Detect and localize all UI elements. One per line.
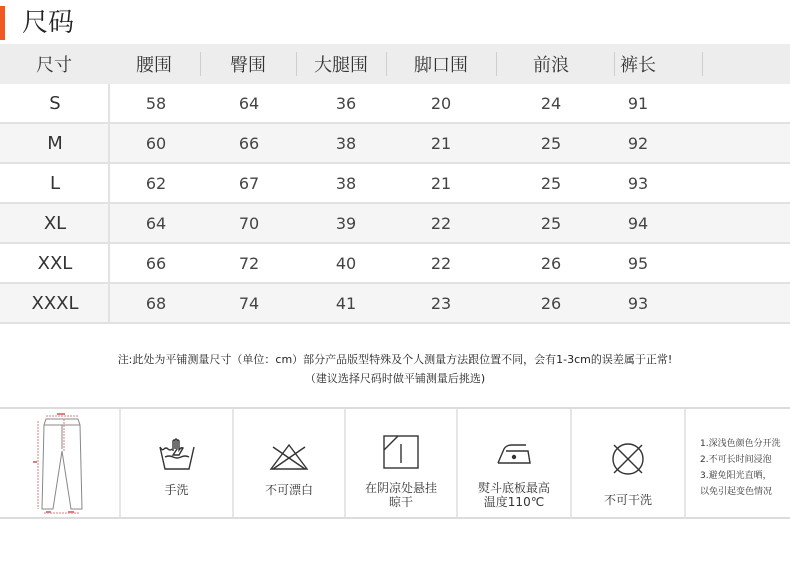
care-note-3: 3.避免阳光直晒， — [700, 471, 772, 481]
care-note-2: 2.不可长时间浸泡 — [700, 455, 772, 465]
header-thigh: 大腿围 — [314, 55, 368, 76]
line-dry-label-line-2: 晾干 — [388, 495, 413, 509]
cell-thigh: 40 — [335, 253, 357, 273]
cell-front-rise: 26 — [540, 293, 562, 313]
iron-label-line-1: 熨斗底板最高 — [477, 481, 550, 495]
page-title: 尺码 — [22, 8, 75, 38]
cell-hem: 22 — [430, 253, 452, 273]
cell-front-rise: 25 — [540, 173, 562, 193]
measurement-note — [0, 350, 790, 388]
cell-hip: 74 — [238, 293, 260, 313]
no-dry-clean-icon — [572, 439, 684, 479]
cell-thigh: 36 — [335, 93, 357, 113]
cell-hem: 20 — [430, 93, 452, 113]
pants-measurement-diagram — [0, 409, 121, 517]
hand-wash-label: 手洗 — [164, 483, 189, 497]
header-size: 尺寸 — [36, 55, 72, 76]
care-instructions — [0, 407, 790, 519]
cell-hem: 23 — [430, 293, 452, 313]
cell-waist: 68 — [145, 293, 167, 313]
cell-waist: 66 — [145, 253, 167, 273]
cell-thigh: 38 — [335, 173, 357, 193]
table-row — [0, 124, 790, 164]
cell-size: S — [49, 92, 61, 114]
size-table — [0, 44, 790, 324]
cell-size: L — [49, 172, 61, 194]
cell-length: 93 — [627, 293, 649, 313]
cell-length: 94 — [627, 213, 649, 233]
cell-hip: 64 — [238, 93, 260, 113]
table-row — [0, 284, 790, 324]
note-line-2: （建议选择尺码时做平铺测量后挑选) — [304, 372, 486, 385]
header-hem: 脚口围 — [414, 55, 468, 76]
cell-hem: 21 — [430, 133, 452, 153]
line-dry-shade-icon — [346, 433, 456, 471]
no-bleach-label: 不可漂白 — [264, 483, 313, 497]
hand-wash-icon — [121, 437, 232, 473]
line-dry-label-line-1: 在阴凉处悬挂 — [364, 481, 437, 495]
line-dry-label — [346, 481, 456, 509]
header-front-rise: 前浪 — [533, 55, 569, 76]
note-line-1: 注:此处为平铺测量尺寸（单位：cm）部分产品版型特殊及个人测量方法跟位置不同，会有1-3cm的误差属于正常! — [117, 353, 673, 366]
cell-size: XXXL — [31, 292, 79, 314]
iron-label — [458, 481, 570, 509]
table-header — [0, 44, 790, 84]
title-accent-bar — [0, 6, 5, 40]
table-row — [0, 204, 790, 244]
care-item-hand-wash — [121, 409, 234, 517]
iron-icon — [458, 439, 570, 469]
cell-size: M — [47, 132, 63, 154]
cell-thigh: 38 — [335, 133, 357, 153]
cell-hip: 67 — [238, 173, 260, 193]
no-bleach-icon — [234, 443, 344, 471]
cell-length: 92 — [627, 133, 649, 153]
header-waist: 腰围 — [136, 55, 172, 76]
cell-thigh: 39 — [335, 213, 357, 233]
cell-front-rise: 25 — [540, 213, 562, 233]
care-note-1: 1.深浅色颜色分开洗 — [700, 439, 781, 449]
cell-front-rise: 24 — [540, 93, 562, 113]
cell-hip: 70 — [238, 213, 260, 233]
care-notes — [700, 436, 781, 500]
pants-diagram-icon — [0, 409, 121, 517]
cell-waist: 64 — [145, 213, 167, 233]
cell-hip: 72 — [238, 253, 260, 273]
cell-front-rise: 26 — [540, 253, 562, 273]
cell-size: XL — [43, 212, 67, 234]
header-divider — [702, 52, 703, 76]
title-bar — [0, 6, 790, 40]
table-row — [0, 84, 790, 124]
cell-hem: 21 — [430, 173, 452, 193]
cell-size: XXL — [37, 252, 73, 274]
cell-waist: 60 — [145, 133, 167, 153]
care-note-4: 以免引起变色情况 — [700, 487, 773, 497]
table-row — [0, 164, 790, 204]
cell-length: 93 — [627, 173, 649, 193]
care-item-no-dry-clean — [572, 409, 686, 517]
cell-thigh: 41 — [335, 293, 357, 313]
care-item-iron — [458, 409, 572, 517]
cell-length: 91 — [627, 93, 649, 113]
care-notes-column — [686, 409, 790, 517]
header-hip: 臀围 — [230, 55, 266, 76]
table-row — [0, 244, 790, 284]
cell-length: 95 — [627, 253, 649, 273]
cell-hem: 22 — [430, 213, 452, 233]
no-dry-clean-label: 不可干洗 — [603, 493, 652, 507]
cell-waist: 62 — [145, 173, 167, 193]
iron-label-line-2: 温度110℃ — [483, 495, 545, 509]
care-item-no-bleach — [234, 409, 346, 517]
header-length: 裤长 — [620, 55, 656, 76]
care-item-line-dry — [346, 409, 458, 517]
cell-front-rise: 25 — [540, 133, 562, 153]
cell-waist: 58 — [145, 93, 167, 113]
cell-hip: 66 — [238, 133, 260, 153]
